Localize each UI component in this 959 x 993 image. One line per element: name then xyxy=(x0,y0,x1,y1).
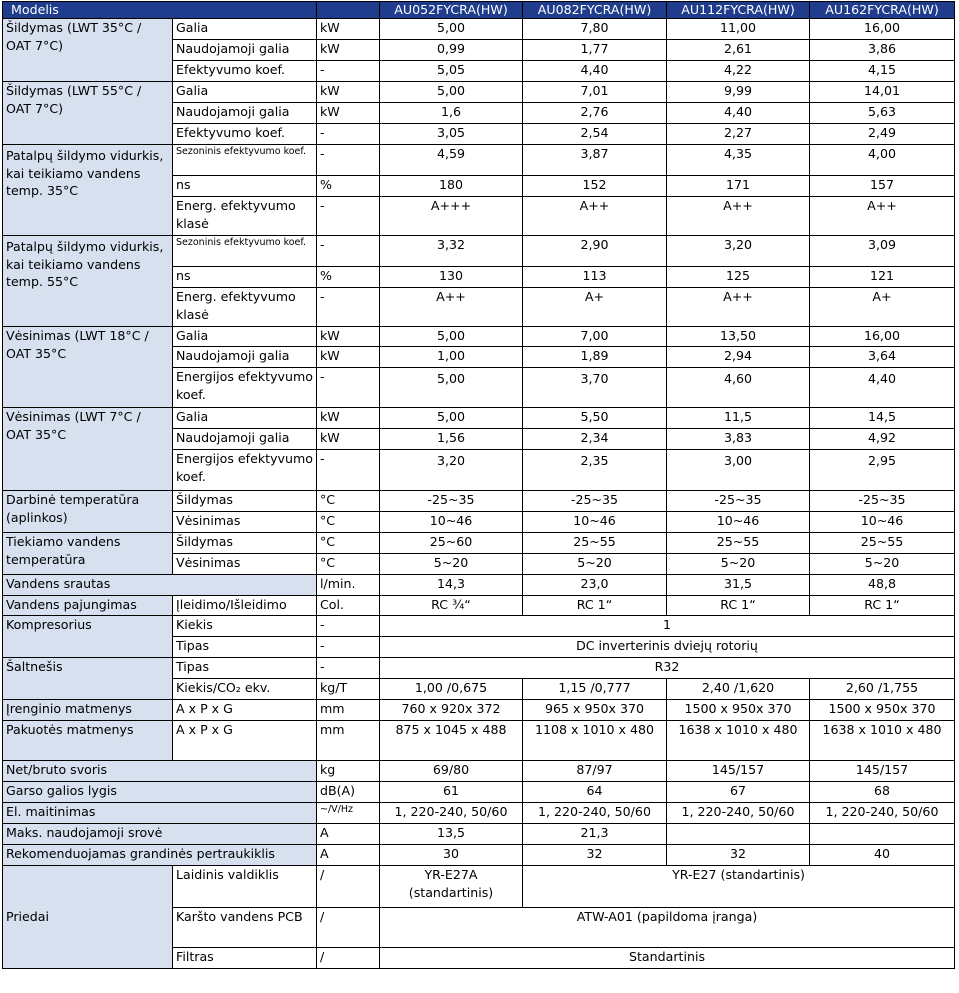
value-cell: 2,60 /1,755 xyxy=(810,679,955,700)
value-cell xyxy=(810,368,955,408)
param-seasonal-label: Sezoninis efektyvumo koef. xyxy=(176,237,307,248)
value-cell: 30 xyxy=(380,845,523,866)
param-label xyxy=(173,236,317,267)
value-cell: 2,94 xyxy=(667,347,810,368)
value-cell: 5,00 xyxy=(380,327,523,347)
value-cell: A++ xyxy=(523,197,667,236)
category-accessories: Priedai xyxy=(3,866,173,969)
param-label: Tipas xyxy=(173,637,317,658)
unit-label: / xyxy=(317,948,380,969)
value-cell: 4,35 xyxy=(667,145,810,176)
value-cell: 40 xyxy=(810,845,955,866)
value-text: 3,00 xyxy=(723,453,753,468)
param-label: Laidinis valdiklis xyxy=(173,866,317,908)
param-label: A x P x G xyxy=(173,700,317,721)
value-cell: 152 xyxy=(523,176,667,197)
unit-label: kW xyxy=(317,347,380,368)
value-cell: 157 xyxy=(810,176,955,197)
unit-label: mm xyxy=(317,721,380,761)
value-cell: 68 xyxy=(810,782,955,803)
category-operating-temp: Darbinė temperatūra (aplinkos) xyxy=(3,491,173,533)
table-row xyxy=(3,145,955,176)
value-cell: A+ xyxy=(810,288,955,327)
unit-label: Col. xyxy=(317,596,380,616)
value-cell: -25~35 xyxy=(810,491,955,512)
unit-label: kW xyxy=(317,82,380,103)
value-cell: 32 xyxy=(667,845,810,866)
value-cell: 2,49 xyxy=(810,124,955,145)
value-cell: 14,01 xyxy=(810,82,955,103)
value-cell: 31,5 xyxy=(667,575,810,596)
value-cell: 10~46 xyxy=(667,512,810,533)
value-cell: 7,80 xyxy=(523,19,667,40)
unit-label: dB(A) xyxy=(317,782,380,803)
param-label: Galia xyxy=(173,408,317,429)
table-row xyxy=(3,721,955,761)
category-seasonal-35 xyxy=(3,145,173,236)
value-cell: 64 xyxy=(523,782,667,803)
value-cell: ATW-A01 (papildoma įranga) xyxy=(380,908,955,948)
value-cell: 171 xyxy=(667,176,810,197)
value-cell: 1,89 xyxy=(523,347,667,368)
value-cell: 121 xyxy=(810,267,955,288)
value-cell: 3,32 xyxy=(380,236,523,267)
category-seasonal-55 xyxy=(3,236,173,327)
unit-label: °C xyxy=(317,491,380,512)
value-cell: 25~60 xyxy=(380,533,523,554)
unit-label: kW xyxy=(317,103,380,124)
param-seasonal-label: Sezoninis efektyvumo koef. xyxy=(176,146,307,157)
param-label: Kiekis xyxy=(173,616,317,637)
param-label: Energijos efektyvumo koef. xyxy=(173,368,317,408)
unit-label: - xyxy=(317,61,380,82)
value-cell: YR-E27A (standartinis) xyxy=(380,866,523,908)
spec-table xyxy=(2,1,955,969)
param-label: Tipas xyxy=(173,658,317,679)
param-label: Vėsinimas xyxy=(173,512,317,533)
category-power-supply: El. maitinimas xyxy=(3,803,317,824)
unit-label: - xyxy=(317,124,380,145)
value-cell: 9,99 xyxy=(667,82,810,103)
value-cell: 3,83 xyxy=(667,429,810,450)
value-cell: 4,40 xyxy=(523,61,667,82)
value-cell: 16,00 xyxy=(810,327,955,347)
value-cell: YR-E27 (standartinis) xyxy=(523,866,955,908)
header-model-4: AU162FYCRA(HW) xyxy=(810,2,955,19)
value-cell xyxy=(667,450,810,491)
value-cell: 25~55 xyxy=(810,533,955,554)
value-cell: 2,90 xyxy=(523,236,667,267)
unit-label: kW xyxy=(317,19,380,40)
category-supply-water-temp: Tiekiamo vandens temperatūra xyxy=(3,533,173,575)
unit-label: l/min. xyxy=(317,575,380,596)
unit-label: kW xyxy=(317,408,380,429)
param-label xyxy=(173,145,317,176)
category-water-flow: Vandens srautas xyxy=(3,575,317,596)
table-row xyxy=(3,616,955,637)
category-heating-35: Šildymas (LWT 35°C / OAT 7°C) xyxy=(3,19,173,82)
header-model-1: AU052FYCRA(HW) xyxy=(380,2,523,19)
unit-label: - xyxy=(317,145,380,176)
value-cell: 16,00 xyxy=(810,19,955,40)
category-seasonal-35-label: Patalpų šildymo vidurkis, kai teikiamo vandens temp. 35°C xyxy=(6,148,164,198)
unit-label: - xyxy=(317,658,380,679)
table-row xyxy=(3,236,955,267)
category-circuit-breaker: Rekomenduojamas grandinės pertraukiklis xyxy=(3,845,317,866)
value-cell xyxy=(810,450,955,491)
value-cell: 5,00 xyxy=(380,19,523,40)
value-cell: 1,6 xyxy=(380,103,523,124)
value-cell: -25~35 xyxy=(523,491,667,512)
param-label: Energ. efektyvumo klasė xyxy=(173,197,317,236)
value-cell: 4,15 xyxy=(810,61,955,82)
table-row xyxy=(3,327,955,347)
value-cell: 145/157 xyxy=(810,761,955,782)
value-cell xyxy=(523,450,667,491)
category-cooling-7: Vėsinimas (LWT 7°C / OAT 35°C xyxy=(3,408,173,491)
value-cell: 61 xyxy=(380,782,523,803)
value-cell: 10~46 xyxy=(523,512,667,533)
table-row xyxy=(3,19,955,40)
table-row xyxy=(3,803,955,824)
unit-label: kW xyxy=(317,327,380,347)
category-seasonal-55-label: Patalpų šildymo vidurkis, kai teikiamo vandens temp. 55°C xyxy=(6,239,164,289)
value-cell: 1, 220-240, 50/60 xyxy=(523,803,667,824)
unit-label: % xyxy=(317,176,380,197)
unit-label: A xyxy=(317,845,380,866)
unit-label: - xyxy=(317,616,380,637)
table-row xyxy=(3,596,955,616)
unit-label: °C xyxy=(317,554,380,575)
unit-label: A xyxy=(317,824,380,845)
value-cell: 130 xyxy=(380,267,523,288)
value-cell: 48,8 xyxy=(810,575,955,596)
value-cell: 1500 x 950x 370 xyxy=(810,700,955,721)
param-label: Naudojamoji galia xyxy=(173,40,317,61)
value-cell: 14,5 xyxy=(810,408,955,429)
value-cell: A+++ xyxy=(380,197,523,236)
value-cell: 5~20 xyxy=(380,554,523,575)
param-label: Karšto vandens PCB xyxy=(173,908,317,948)
value-cell: 7,00 xyxy=(523,327,667,347)
value-cell: 4,40 xyxy=(667,103,810,124)
param-label: Įleidimo/Išleidimo xyxy=(173,596,317,616)
param-label: Galia xyxy=(173,82,317,103)
value-cell: RC 1“ xyxy=(523,596,667,616)
value-cell: 10~46 xyxy=(380,512,523,533)
value-cell: 87/97 xyxy=(523,761,667,782)
unit-label: kW xyxy=(317,429,380,450)
value-text: 3,70 xyxy=(580,371,609,386)
value-cell: 69/80 xyxy=(380,761,523,782)
category-unit-dimensions: Įrenginio matmenys xyxy=(3,700,173,721)
value-cell: 21,3 xyxy=(523,824,667,845)
value-cell: 1, 220-240, 50/60 xyxy=(380,803,523,824)
unit-label xyxy=(317,803,380,824)
value-cell: 5~20 xyxy=(523,554,667,575)
table-row xyxy=(3,824,955,845)
param-label: Kiekis/CO₂ ekv. xyxy=(173,679,317,700)
unit-label: / xyxy=(317,866,380,908)
param-label: Naudojamoji galia xyxy=(173,103,317,124)
value-cell: 1 xyxy=(380,616,955,637)
value-text: 4,60 xyxy=(723,371,753,386)
value-cell: 1,15 /0,777 xyxy=(523,679,667,700)
value-cell: 2,61 xyxy=(667,40,810,61)
value-cell: 14,3 xyxy=(380,575,523,596)
param-label: Energ. efektyvumo klasė xyxy=(173,288,317,327)
value-cell: 5,00 xyxy=(380,408,523,429)
value-cell: 2,27 xyxy=(667,124,810,145)
value-cell: 5,50 xyxy=(523,408,667,429)
table-row xyxy=(3,845,955,866)
value-cell: 1,56 xyxy=(380,429,523,450)
param-label: Efektyvumo koef. xyxy=(173,61,317,82)
category-max-current: Maks. naudojamoji srovė xyxy=(3,824,317,845)
value-cell: 0,99 xyxy=(380,40,523,61)
param-label: Šildymas xyxy=(173,491,317,512)
value-cell: 1638 x 1010 x 480 xyxy=(810,721,955,761)
header-model-label: Modelis xyxy=(3,2,317,19)
header-model-3: AU112FYCRA(HW) xyxy=(667,2,810,19)
unit-text: ~/V/Hz xyxy=(320,804,353,815)
value-cell: 3,86 xyxy=(810,40,955,61)
value-cell: 13,50 xyxy=(667,327,810,347)
table-row xyxy=(3,658,955,679)
param-label: Galia xyxy=(173,19,317,40)
value-cell: 32 xyxy=(523,845,667,866)
value-cell: 23,0 xyxy=(523,575,667,596)
unit-label: - xyxy=(317,637,380,658)
value-cell: DC inverterinis dviejų rotorių xyxy=(380,637,955,658)
param-label: Filtras xyxy=(173,948,317,969)
value-cell: 1, 220-240, 50/60 xyxy=(667,803,810,824)
value-cell: 25~55 xyxy=(523,533,667,554)
value-cell: Standartinis xyxy=(380,948,955,969)
value-cell: 3,64 xyxy=(810,347,955,368)
param-label: Vėsinimas xyxy=(173,554,317,575)
param-label: ns xyxy=(173,176,317,197)
value-cell: 1,00 xyxy=(380,347,523,368)
value-cell xyxy=(380,450,523,491)
value-cell: 1,00 /0,675 xyxy=(380,679,523,700)
table-row xyxy=(3,82,955,103)
category-weight: Net/bruto svoris xyxy=(3,761,317,782)
param-label: ns xyxy=(173,267,317,288)
value-cell: 2,54 xyxy=(523,124,667,145)
unit-label: / xyxy=(317,908,380,948)
table-row xyxy=(3,575,955,596)
value-cell: 3,20 xyxy=(667,236,810,267)
category-refrigerant: Šaltnešis xyxy=(3,658,173,700)
value-cell: 11,00 xyxy=(667,19,810,40)
value-text: 4,40 xyxy=(867,371,897,386)
category-sound-power: Garso galios lygis xyxy=(3,782,317,803)
value-cell: 1500 x 950x 370 xyxy=(667,700,810,721)
table-row xyxy=(3,408,955,429)
unit-label: % xyxy=(317,267,380,288)
value-cell: 25~55 xyxy=(667,533,810,554)
value-cell: 1, 220-240, 50/60 xyxy=(810,803,955,824)
value-cell: 1638 x 1010 x 480 xyxy=(667,721,810,761)
unit-label: - xyxy=(317,368,380,408)
value-text: 3,20 xyxy=(436,453,466,468)
value-cell: 1108 x 1010 x 480 xyxy=(523,721,667,761)
value-cell xyxy=(667,368,810,408)
table-row xyxy=(3,761,955,782)
value-cell: 3,05 xyxy=(380,124,523,145)
value-cell: RC ¾“ xyxy=(380,596,523,616)
value-cell: 3,09 xyxy=(810,236,955,267)
param-label: Naudojamoji galia xyxy=(173,429,317,450)
value-cell: 13,5 xyxy=(380,824,523,845)
value-cell: 760 x 920x 372 xyxy=(380,700,523,721)
value-cell: 11,5 xyxy=(667,408,810,429)
header-row xyxy=(3,2,955,19)
header-unit-blank xyxy=(317,2,380,19)
unit-label: kg xyxy=(317,761,380,782)
table-row xyxy=(3,782,955,803)
value-cell: 2,40 /1,620 xyxy=(667,679,810,700)
unit-label: °C xyxy=(317,533,380,554)
value-cell: 2,34 xyxy=(523,429,667,450)
unit-label: - xyxy=(317,197,380,236)
value-cell: 875 x 1045 x 488 xyxy=(380,721,523,761)
value-cell: 7,01 xyxy=(523,82,667,103)
category-package-dimensions: Pakuotės matmenys xyxy=(3,721,173,761)
param-label: Energijos efektyvumo koef. xyxy=(173,450,317,491)
value-cell: 125 xyxy=(667,267,810,288)
value-cell: 5,00 xyxy=(380,82,523,103)
value-cell xyxy=(667,824,810,845)
param-label: Šildymas xyxy=(173,533,317,554)
value-cell: -25~35 xyxy=(380,491,523,512)
value-text: 2,35 xyxy=(580,453,609,468)
unit-label: - xyxy=(317,450,380,491)
value-cell: 1,77 xyxy=(523,40,667,61)
unit-label: - xyxy=(317,288,380,327)
value-cell: R32 xyxy=(380,658,955,679)
unit-label: kg/T xyxy=(317,679,380,700)
value-cell: 67 xyxy=(667,782,810,803)
param-label: A x P x G xyxy=(173,721,317,761)
param-label: Naudojamoji galia xyxy=(173,347,317,368)
value-cell: 3,87 xyxy=(523,145,667,176)
value-text: 2,95 xyxy=(867,453,897,468)
value-cell: 5,63 xyxy=(810,103,955,124)
category-compressor: Kompresorius xyxy=(3,616,173,658)
category-heating-55: Šildymas (LWT 55°C / OAT 7°C) xyxy=(3,82,173,145)
value-cell: A+ xyxy=(523,288,667,327)
unit-label: mm xyxy=(317,700,380,721)
unit-label: kW xyxy=(317,40,380,61)
unit-label: °C xyxy=(317,512,380,533)
value-cell xyxy=(380,368,523,408)
value-cell: A++ xyxy=(667,197,810,236)
unit-label: - xyxy=(317,236,380,267)
value-cell: 4,22 xyxy=(667,61,810,82)
value-cell: 4,92 xyxy=(810,429,955,450)
header-model-2: AU082FYCRA(HW) xyxy=(523,2,667,19)
value-cell: 145/157 xyxy=(667,761,810,782)
param-label: Galia xyxy=(173,327,317,347)
category-cooling-18: Vėsinimas (LWT 18°C / OAT 35°C xyxy=(3,327,173,408)
value-cell: RC 1“ xyxy=(667,596,810,616)
value-cell: 113 xyxy=(523,267,667,288)
value-cell: 10~46 xyxy=(810,512,955,533)
value-cell: 5,05 xyxy=(380,61,523,82)
value-cell: RC 1“ xyxy=(810,596,955,616)
value-cell: 5~20 xyxy=(667,554,810,575)
table-row xyxy=(3,533,955,554)
value-cell: 2,76 xyxy=(523,103,667,124)
value-cell: 180 xyxy=(380,176,523,197)
value-cell xyxy=(810,824,955,845)
value-cell: A++ xyxy=(667,288,810,327)
category-water-connection: Vandens pajungimas xyxy=(3,596,173,616)
table-row xyxy=(3,866,955,908)
value-cell: 5~20 xyxy=(810,554,955,575)
value-cell: 965 x 950x 370 xyxy=(523,700,667,721)
value-cell: -25~35 xyxy=(667,491,810,512)
value-cell: A++ xyxy=(380,288,523,327)
value-cell xyxy=(523,368,667,408)
value-text: 5,00 xyxy=(436,371,466,386)
param-label: Efektyvumo koef. xyxy=(173,124,317,145)
value-cell: 4,00 xyxy=(810,145,955,176)
value-cell: 4,59 xyxy=(380,145,523,176)
table-row xyxy=(3,700,955,721)
value-cell: A++ xyxy=(810,197,955,236)
table-row xyxy=(3,491,955,512)
